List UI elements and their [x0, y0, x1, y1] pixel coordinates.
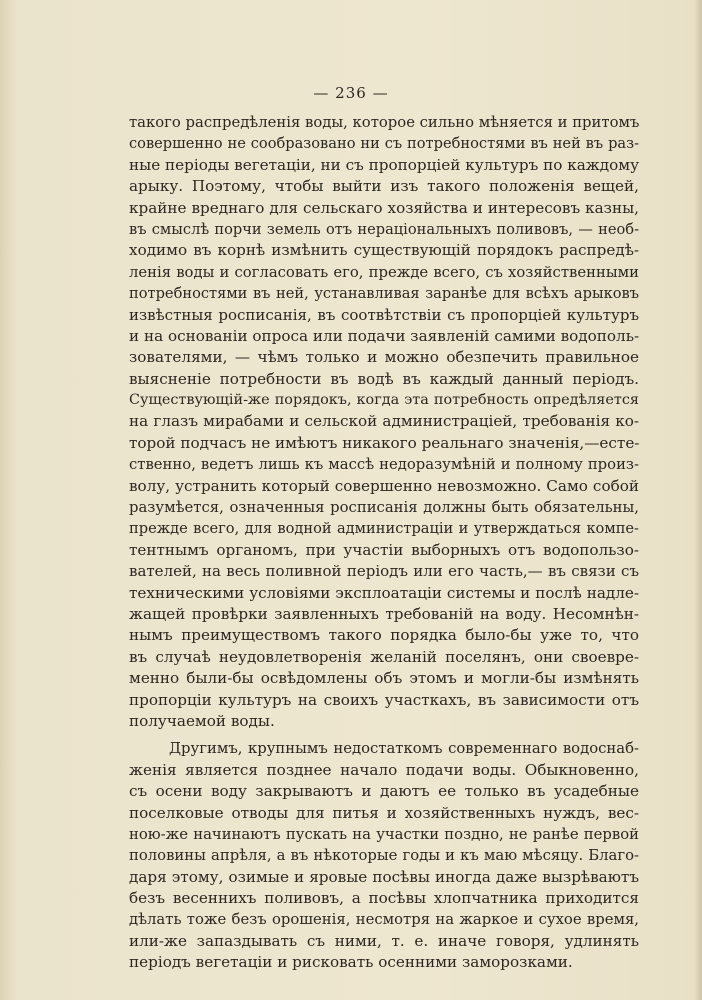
text-line: такого распредѣленія воды, которое сильно мѣняется и притомъ — [129, 114, 639, 131]
text-line: арыку. Поэтому, чтобы выйти изъ такого положенія вещей, — [129, 177, 639, 196]
text-line: получаемой воды. — [129, 711, 275, 730]
text-line: менно были-бы освѣдомлены объ этомъ и могли-бы измѣнять — [129, 669, 639, 688]
text-line: совершенно не сообразовано ни съ потребностями въ ней въ раз- — [129, 135, 639, 153]
text-line: ходимо въ корнѣ измѣнить существующій порядокъ распредѣ- — [129, 241, 639, 260]
text-line: въ случаѣ неудовлетворенія желаній поселянъ, они своевре- — [129, 647, 639, 666]
text-line: выясненіе потребности въ водѣ въ каждый данный періодъ. — [129, 369, 639, 388]
text-line: Другимъ, крупнымъ недостаткомъ современнаго водоснаб- — [169, 740, 639, 758]
text-line: тентнымъ органомъ, при участіи выборныхъ отъ водопользо- — [129, 540, 639, 559]
text-line: разумѣется, означенныя росписанія должны быть обязательны, — [129, 499, 639, 517]
text-line: съ осени воду закрываютъ и даютъ ее только въ усадебные — [129, 782, 639, 801]
text-line: половины апрѣля, а въ нѣкоторые годы и къ маю мѣсяцу. Благо- — [129, 847, 639, 865]
text-line: жащей провѣрки заявленныхъ требованій на воду. Несомнѣн- — [129, 604, 639, 623]
text-line: ственно, ведетъ лишь къ массѣ недоразумѣній и полному произ- — [129, 456, 639, 474]
text-line: ные періоды вегетаціи, ни съ пропорціей культуръ по каждому — [129, 155, 639, 174]
text-line: безъ весеннихъ поливовъ, а посѣвы хлопчатника приходится — [129, 889, 639, 908]
text-line: Существующій-же порядокъ, когда эта потребность опредѣляется — [129, 392, 639, 409]
text-line: ленія воды и согласовать его, прежде всего, съ хозяйственными — [129, 263, 639, 281]
text-line: или-же запаздывать съ ними, т. е. иначе говоря, удлинять — [129, 931, 639, 950]
text-line: пропорціи культуръ на своихъ участкахъ, въ зависимости отъ — [129, 690, 639, 709]
text-line: дѣлать тоже безъ орошенія, несмотря на жаркое и сухое время, — [129, 911, 639, 929]
text-line: вателей, на весь поливной періодъ или его часть,— въ связи съ — [129, 562, 639, 581]
text-line: крайне вреднаго для сельскаго хозяйства и интересовъ казны, — [129, 198, 639, 217]
page-edge-shadow — [694, 0, 702, 1000]
text-line: техническими условіями эксплоатаціи системы и послѣ надле- — [129, 583, 639, 602]
text-line: прежде всего, для водной администраціи и утверждаться компе- — [129, 520, 639, 538]
paragraph-2 — [129, 738, 639, 973]
text-line: извѣстныя росписанія, въ соотвѣтствіи съ пропорціей культуръ — [129, 305, 639, 324]
page-number: — 236 — — [313, 84, 389, 102]
body-text — [129, 112, 639, 974]
text-line: поселковые отводы для питья и хозяйственныхъ нуждъ, вес- — [129, 803, 639, 822]
text-line: періодъ вегетаціи и рисковать осенними заморозками. — [129, 953, 573, 972]
text-line: на глазъ мирабами и сельской администраціей, требованія ко- — [129, 412, 639, 431]
text-line: даря этому, озимые и яровые посѣвы иногда даже вызрѣваютъ — [129, 867, 639, 886]
text-line: ною-же начинаютъ пускать на участки поздно, не ранѣе первой — [129, 825, 639, 843]
text-line: нымъ преимуществомъ такого порядка было-бы уже то, что — [129, 626, 639, 645]
text-line: волу, устранить который совершенно невозможно. Само собой — [129, 476, 639, 495]
paragraph-1 — [129, 112, 639, 732]
text-line: потребностями въ ней, устанавливая заранѣе для всѣхъ арыковъ — [129, 285, 639, 303]
text-line: и на основаніи опроса или подачи заявленій самими водополь- — [129, 326, 639, 345]
text-line: въ смыслѣ порчи земель отъ нераціональныхъ поливовъ, — необ- — [129, 220, 639, 238]
text-line: зователями, — чѣмъ только и можно обезпечить правильное — [129, 348, 639, 367]
text-line: женія является позднее начало подачи воды. Обыкновенно, — [129, 760, 639, 779]
text-line: торой подчасъ не имѣютъ никакого реальнаго значенія,—есте- — [129, 433, 639, 452]
